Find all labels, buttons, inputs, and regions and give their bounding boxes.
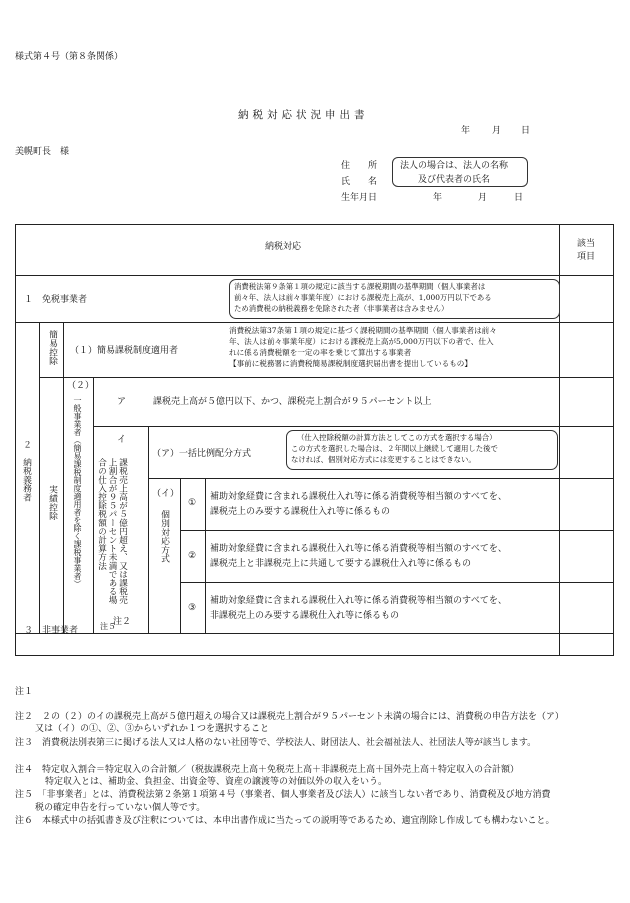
note-5a: 注５ 「非事業者」とは、消費税法第２条第１項第４号（事業者、個人事業者及び法人）に該当しない者であり、消費税及び地方消費	[15, 790, 551, 800]
birth-day: 日	[514, 193, 524, 203]
ikkatsu-label: （ア）一括比例配分方式	[152, 449, 252, 459]
choice-3-line: 補助対象経費に含まれる課税仕入れ等に係る消費税等相当額のすべてを、	[210, 596, 507, 606]
taxpayer-label: ２ 納税義務者	[21, 440, 31, 502]
note-2a: 注２ ２の（２）のイの課税売上高が５億円超えの場合又は課税売上割合が９５パーセント未満の場合には、消費税の申告方法を（ア）	[15, 712, 564, 722]
choice-3-line: 非課税売上のみ要する課税仕入れ等に係るもの	[210, 611, 400, 621]
kani-koujo-label: 簡易控除	[47, 330, 57, 366]
ikkatsu-note-line: この方式を選択した場合は、２年間以上継続して適用した後で	[291, 444, 498, 453]
bracket-note-1: 法人の場合は、法人の名称	[400, 161, 509, 171]
bracket-note-2: 及び代表者の氏名	[418, 175, 491, 185]
header-check-1: 該当	[577, 239, 596, 249]
kani-note-line: 【事前に税務署に消費税簡易課税制度選択届出書を提出しているもの】	[229, 359, 472, 368]
choice-3-text	[210, 595, 507, 622]
kani-note	[229, 325, 554, 369]
header-main: 納税対応	[265, 242, 302, 252]
note-4a: 注４ 特定収入割合＝特定収入の合計額／（税抜課税売上高＋免税売上高＋非課税売上高＋国外売上高＋特定収入の合計額）	[15, 765, 520, 775]
option-i-note: 注２	[113, 617, 132, 627]
page-title: 納税対応状況申出書	[238, 109, 369, 121]
choice-2-line: 課税売上と非課税売上に共通して要する課税仕入れ等に係るもの	[210, 559, 472, 569]
kani-note-line: れに係る消費税額を一定の率を乗じて算出する事業者	[229, 348, 412, 357]
choice-3-mark: ③	[188, 603, 197, 613]
choice-1-line: 補助対象経費に含まれる課税仕入れ等に係る消費税等相当額のすべてを、	[210, 492, 507, 502]
ikkatsu-note-line: （仕入控除税額の計算方法としてこの方式を選択する場合）	[297, 433, 497, 442]
option-a: ア 課税売上高が５億円以下、かつ、課税売上割合が９５パーセント以上	[117, 397, 432, 407]
note-3: 注３ 消費税法別表第三に掲げる法人又は人格のない社団等で、学校法人、財団法人、社会福祉法人、社団法人等が該当します。	[15, 738, 537, 748]
row1-note-box	[229, 279, 560, 319]
name-label: 氏 名	[341, 177, 378, 187]
ippan-label: 一般事業者（簡易課税制度適用者を除く課税事業者）	[73, 396, 82, 588]
note-6: 注６ 本様式中の括弧書き及び注釈については、本申出書作成に当たっての説明等であるため、適宜削除し作成しても構わないこと。	[15, 816, 555, 826]
date-day: 日	[521, 126, 531, 136]
birthdate-label: 生年月日	[341, 193, 378, 203]
date-year: 年	[461, 126, 471, 136]
row3-note: 注５	[100, 622, 116, 631]
row3-label: ３ 非事業者	[24, 626, 79, 636]
option-i-mark: イ	[117, 435, 127, 445]
option-i-description: 課税売上高が５億円超え、又は課税売上割合が９５パーセント未満である場合の仕入控除税額の計算方法	[96, 458, 128, 605]
note-2b: 又は（イ）の①、②、③からいずれか１つを選択すること	[35, 724, 270, 734]
jisseki-koujo-label: 実績控除	[47, 485, 57, 521]
form-number: 様式第４号（第８条関係）	[15, 52, 124, 62]
date-month: 月	[492, 126, 502, 136]
choice-2-mark: ②	[188, 551, 197, 561]
choice-1-mark: ①	[188, 498, 197, 508]
address-label: 住 所	[341, 161, 378, 171]
note-4b: 特定収入とは、補助金、負担金、出資金等、資産の譲渡等の対価以外の収入をいう。	[45, 777, 388, 787]
birth-month: 月	[478, 193, 488, 203]
ikkatsu-note-box	[286, 430, 558, 470]
choice-1-text	[210, 491, 507, 518]
note-5b: 税の確定申告を行っていない個人等です。	[35, 803, 206, 813]
kobetsu-label: 個別対応方式	[159, 510, 169, 563]
row1-note-line: ため消費税の納税義務を免除された者（非事業者は含みません）	[234, 304, 449, 313]
choice-2-text	[210, 543, 507, 570]
row1-note-line: 前々年、法人は前々事業年度）における課税売上高が、1,000万円以下である	[234, 293, 492, 302]
kani-label: （１）簡易課税制度適用者	[70, 346, 179, 356]
kobetsu-number: （イ）	[152, 489, 180, 499]
row1-label: １ 免税事業者	[24, 295, 88, 305]
kani-note-line: 年、法人は前々事業年度）における課税売上高が5,000万円以下の者で、仕入	[229, 337, 494, 346]
addressee: 美幌町長 様	[15, 147, 70, 157]
ippan-number: （２）	[67, 381, 95, 391]
header-check-2: 項目	[577, 252, 596, 262]
kani-note-line: 消費税法第37条第１項の規定に基づく課税期間の基準期間（個人事業者は前々	[229, 326, 497, 335]
row1-note-line: 消費税法第９条第１項の規定に該当する課税期間の基準期間（個人事業者は	[234, 282, 486, 291]
choice-1-line: 課税売上のみ要する課税仕入れ等に係るもの	[210, 507, 391, 517]
note-1: 注１	[15, 687, 34, 697]
ikkatsu-note-line: なければ、個別対応方式には変更することはできない。	[291, 455, 476, 464]
choice-2-line: 補助対象経費に含まれる課税仕入れ等に係る消費税等相当額のすべてを、	[210, 544, 507, 554]
birth-year: 年	[433, 193, 443, 203]
